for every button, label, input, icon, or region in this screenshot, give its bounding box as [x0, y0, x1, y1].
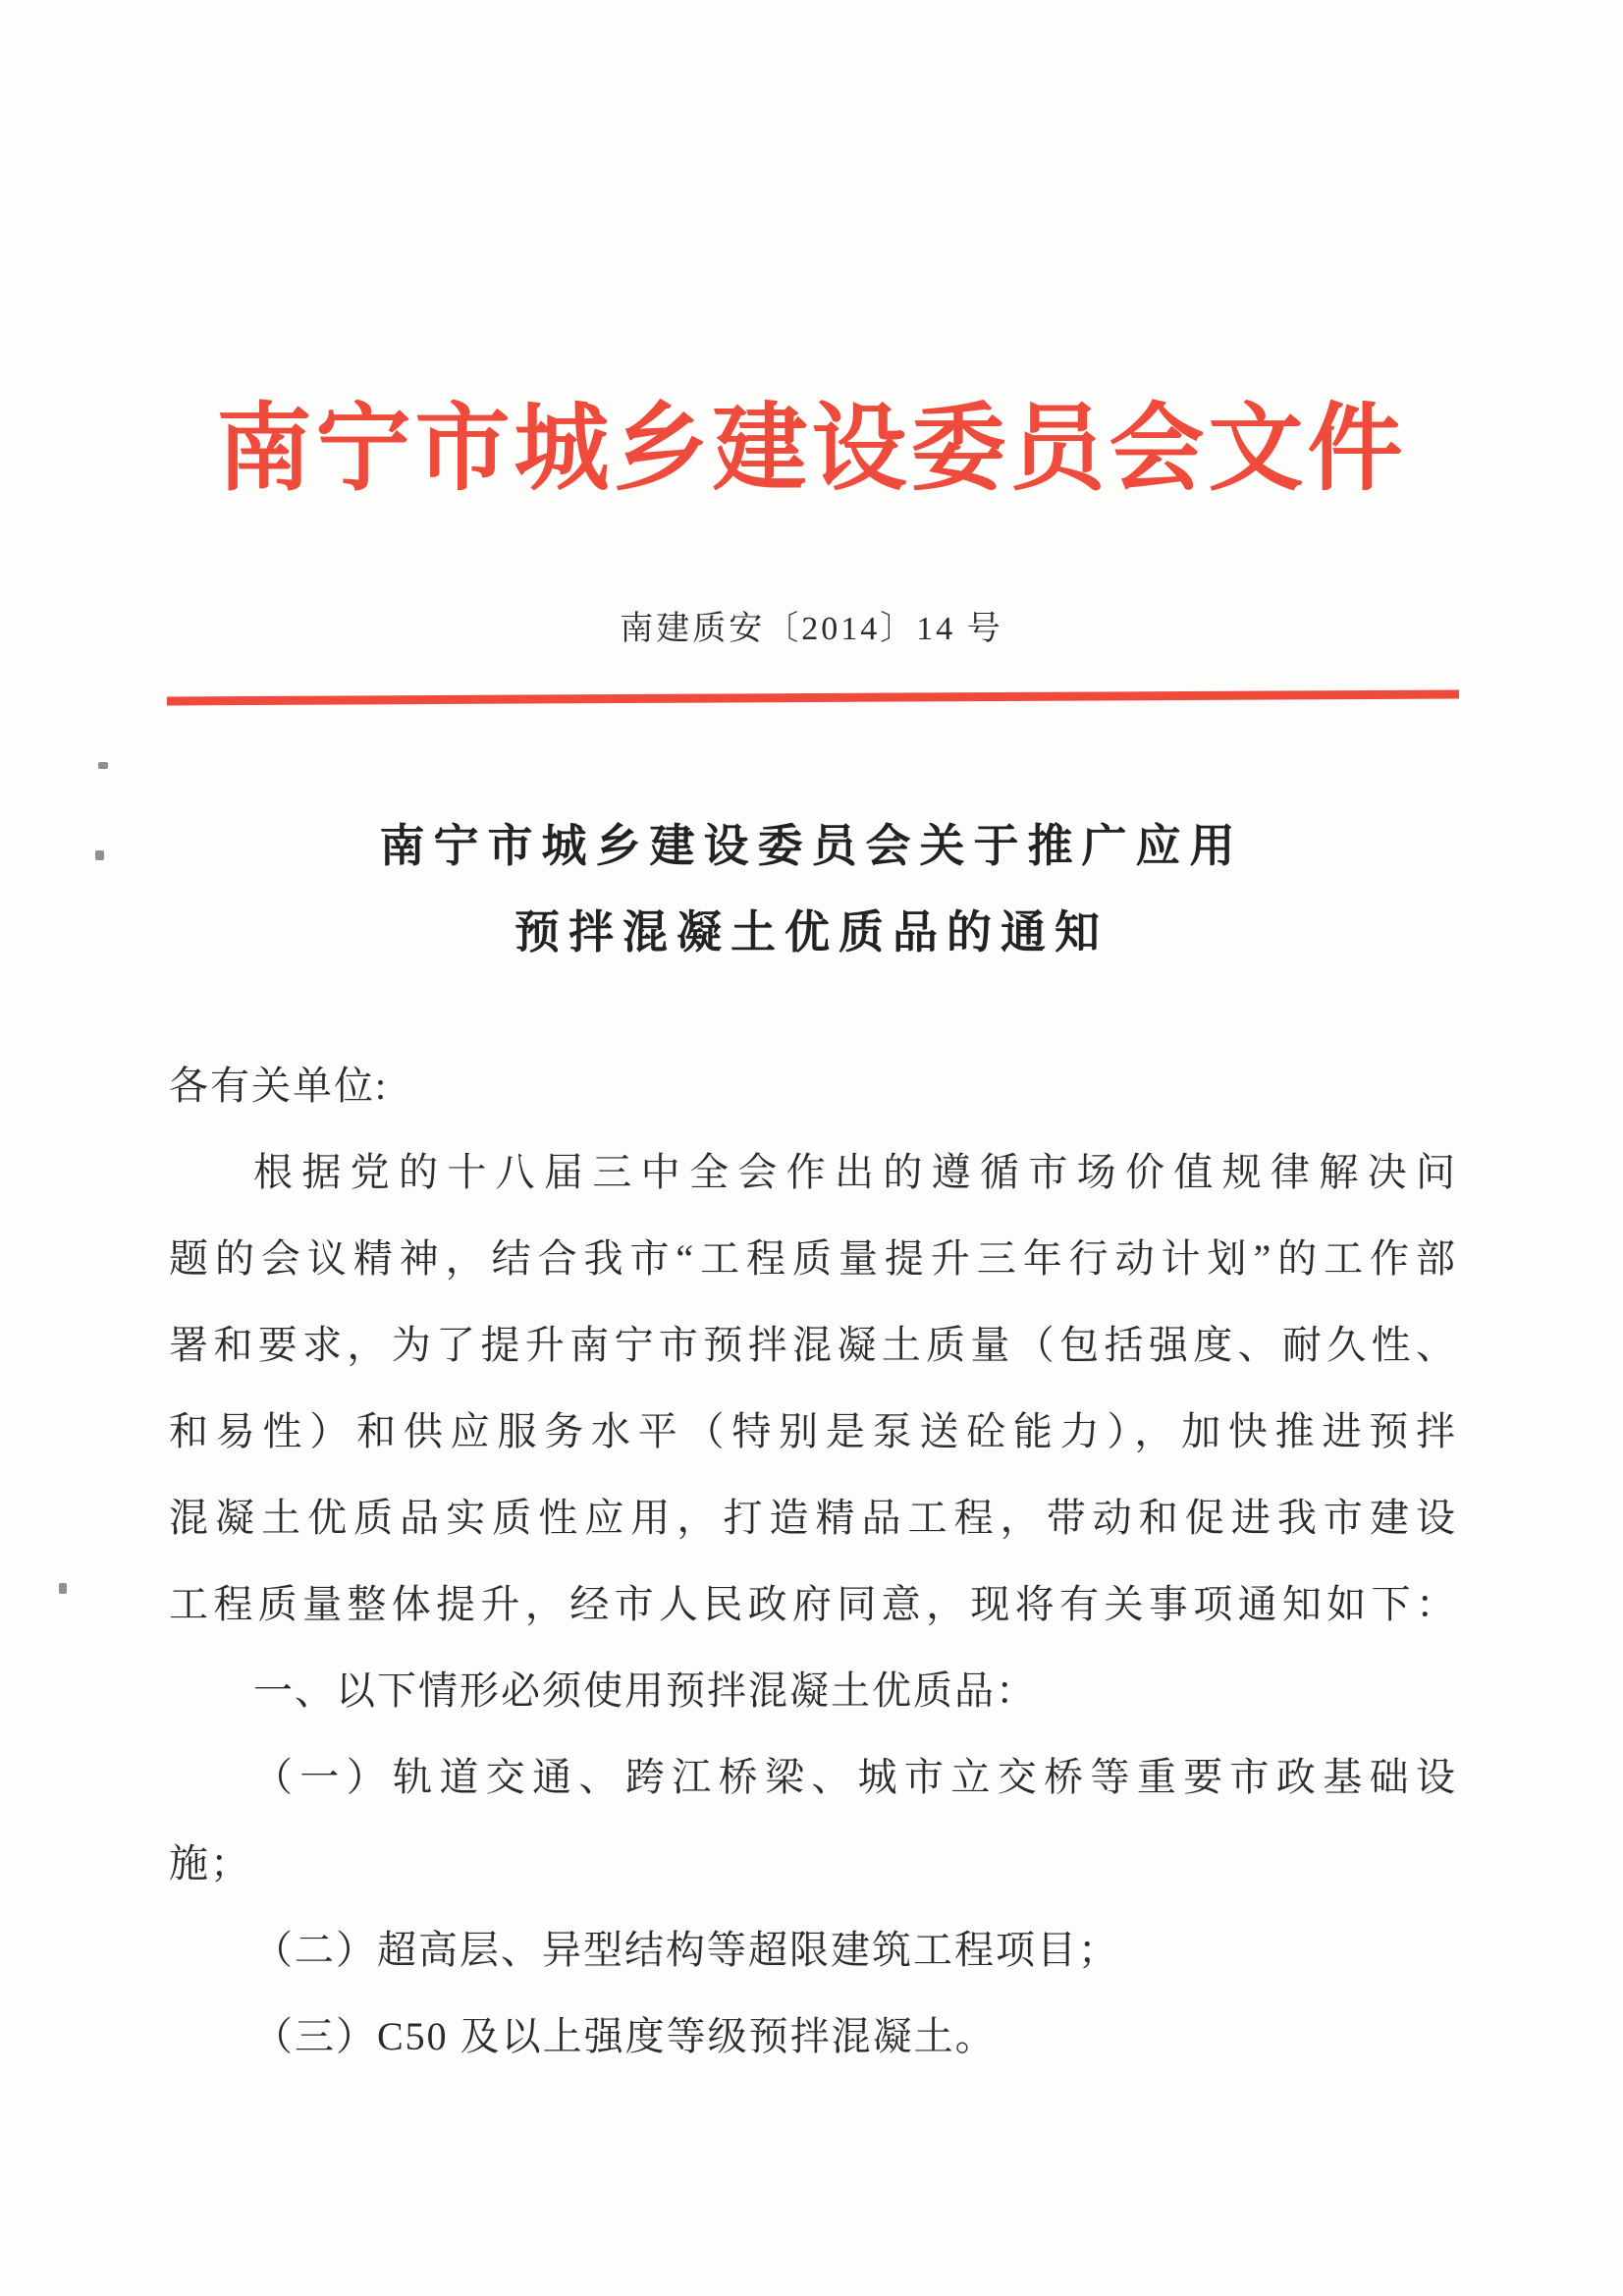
body-line: 题的会议精神，结合我市“工程质量提升三年行动计划”的工作部	[169, 1236, 1457, 1281]
red-divider-rule	[167, 690, 1459, 706]
document-title-line1: 南宁市城乡建设委员会关于推广应用	[379, 821, 1244, 871]
body-line: 署和要求，为了提升南宁市预拌混凝土质量（包括强度、耐久性、	[169, 1323, 1457, 1367]
body-line: 一、以下情形必须使用预拌混凝土优质品：	[253, 1668, 1037, 1713]
body-line: （一）轨道交通、跨江桥梁、城市立交桥等重要市政基础设	[253, 1755, 1457, 1799]
scan-artifact-speck	[59, 1583, 67, 1594]
document-number: 南建质安〔2014〕14 号	[620, 611, 1003, 647]
scan-artifact-speck	[95, 850, 104, 860]
body-line: 施；	[169, 1841, 251, 1886]
document-title-line2: 预拌混凝土优质品的通知	[514, 907, 1109, 957]
body-line: 混凝土优质品实质性应用，打造精品工程，带动和促进我市建设	[169, 1496, 1457, 1540]
body-line: 各有关单位:	[169, 1064, 389, 1108]
body-lines	[169, 1043, 1457, 2080]
body-line: （二）超高层、异型结构等超限建筑工程项目；	[253, 1928, 1119, 1972]
body-line: 工程质量整体提升，经市人民政府同意，现将有关事项通知如下：	[169, 1582, 1457, 1626]
document-title	[0, 803, 1623, 976]
body-line: 和易性）和供应服务水平（特别是泵送砼能力），加快推进预拌	[169, 1409, 1457, 1453]
body-line: （三）C50 及以上强度等级预拌混凝土。	[253, 2014, 997, 2058]
body-line: 根据党的十八届三中全会作出的遵循市场价值规律解决问	[253, 1150, 1457, 1194]
scan-artifact-speck	[98, 762, 108, 769]
red-header-org-title: 南宁市城乡建设委员会文件	[216, 397, 1407, 502]
